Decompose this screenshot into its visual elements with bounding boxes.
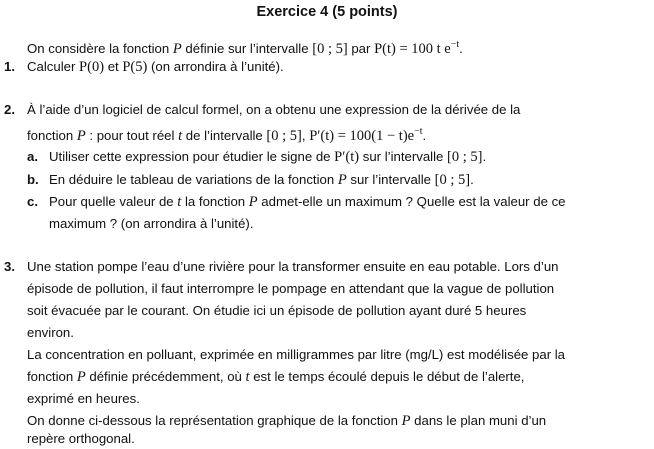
question-2c-number: c. bbox=[27, 194, 38, 209]
intro-line: On considère la fonction P définie sur l’intervalle [0 ; 5] par P(t) = 100 t $e^{-t}$. bbox=[27, 39, 463, 57]
question-2c-line-1: Pour quelle valeur de t la fonction P admet-elle un maximum ? Quelle est la valeur de ce bbox=[49, 194, 566, 210]
intro-text: On considère la fonction bbox=[27, 40, 173, 56]
question-3-line-9: repère orthogonal. bbox=[27, 431, 135, 446]
question-3-line-6: fonction P définie précédemment, où t est le temps écoulé depuis le début de l’alerte, bbox=[27, 369, 525, 385]
question-3-line-8: On donne ci-dessous la représentation graphique de la fonction P dans le plan muni d’un bbox=[27, 413, 547, 429]
question-2-line-2: fonction P : pour tout réel t de l’intervalle [0 ; 5], $P'(t) = 100(1 - t)e^{-t}$. bbox=[27, 126, 427, 144]
question-3-number: 3. bbox=[4, 259, 15, 274]
question-3-line-3: soit évacuée par le courant. On étudie ici un épisode de pollution ayant duré 5 heures bbox=[27, 303, 527, 318]
intro-text-par: par bbox=[347, 40, 375, 56]
question-2-number: 2. bbox=[4, 102, 15, 117]
intro-text-mid: définie sur l’intervalle bbox=[181, 40, 313, 56]
p5-expression: P(5) bbox=[122, 59, 148, 75]
derivative-formula: $P'(t) = 100(1 - t)e^{-t}$ bbox=[309, 126, 423, 144]
interval: [0 ; 5] bbox=[312, 40, 348, 57]
question-3-line-2: épisode de pollution, il faut interrompre le pompage en attendant que la vague de pollution bbox=[27, 281, 555, 296]
question-2a-number: a. bbox=[27, 149, 38, 164]
question-3-line-1: Une station pompe l’eau d’une rivière pour la transformer ensuite en eau potable. Lors d’un bbox=[27, 259, 559, 274]
exercise-title: Exercice 4 (5 points) bbox=[256, 4, 398, 20]
question-2-line-1: À l’aide d’un logiciel de calcul formel, on a obtenu une expression de la dérivée de la bbox=[27, 102, 521, 117]
function-name: P bbox=[172, 40, 182, 57]
question-3-line-7: exprimé en heures. bbox=[27, 391, 140, 406]
question-2b-text: En déduire le tableau de variations de la fonction P sur l’intervalle [0 ; 5]. bbox=[49, 172, 474, 188]
function-formula: P(t) = 100 t $e^{-t}$ bbox=[374, 39, 460, 57]
question-2c-line-2: maximum ? (on arrondira à l’unité). bbox=[49, 216, 254, 231]
question-1-text: Calculer P(0) et P(5) (on arrondira à l’unité). bbox=[27, 59, 284, 75]
question-1-number: 1. bbox=[4, 59, 15, 74]
question-2a-text: Utiliser cette expression pour étudier le signe de P′(t) sur l’intervalle [0 ; 5]. bbox=[49, 149, 487, 165]
question-3-line-5: La concentration en polluant, exprimée en milligrammes par litre (mg/L) est modélisée par la bbox=[27, 347, 566, 362]
p0-expression: P(0) bbox=[79, 59, 105, 75]
question-3-line-4: environ. bbox=[27, 325, 74, 340]
question-2b-number: b. bbox=[27, 172, 39, 187]
